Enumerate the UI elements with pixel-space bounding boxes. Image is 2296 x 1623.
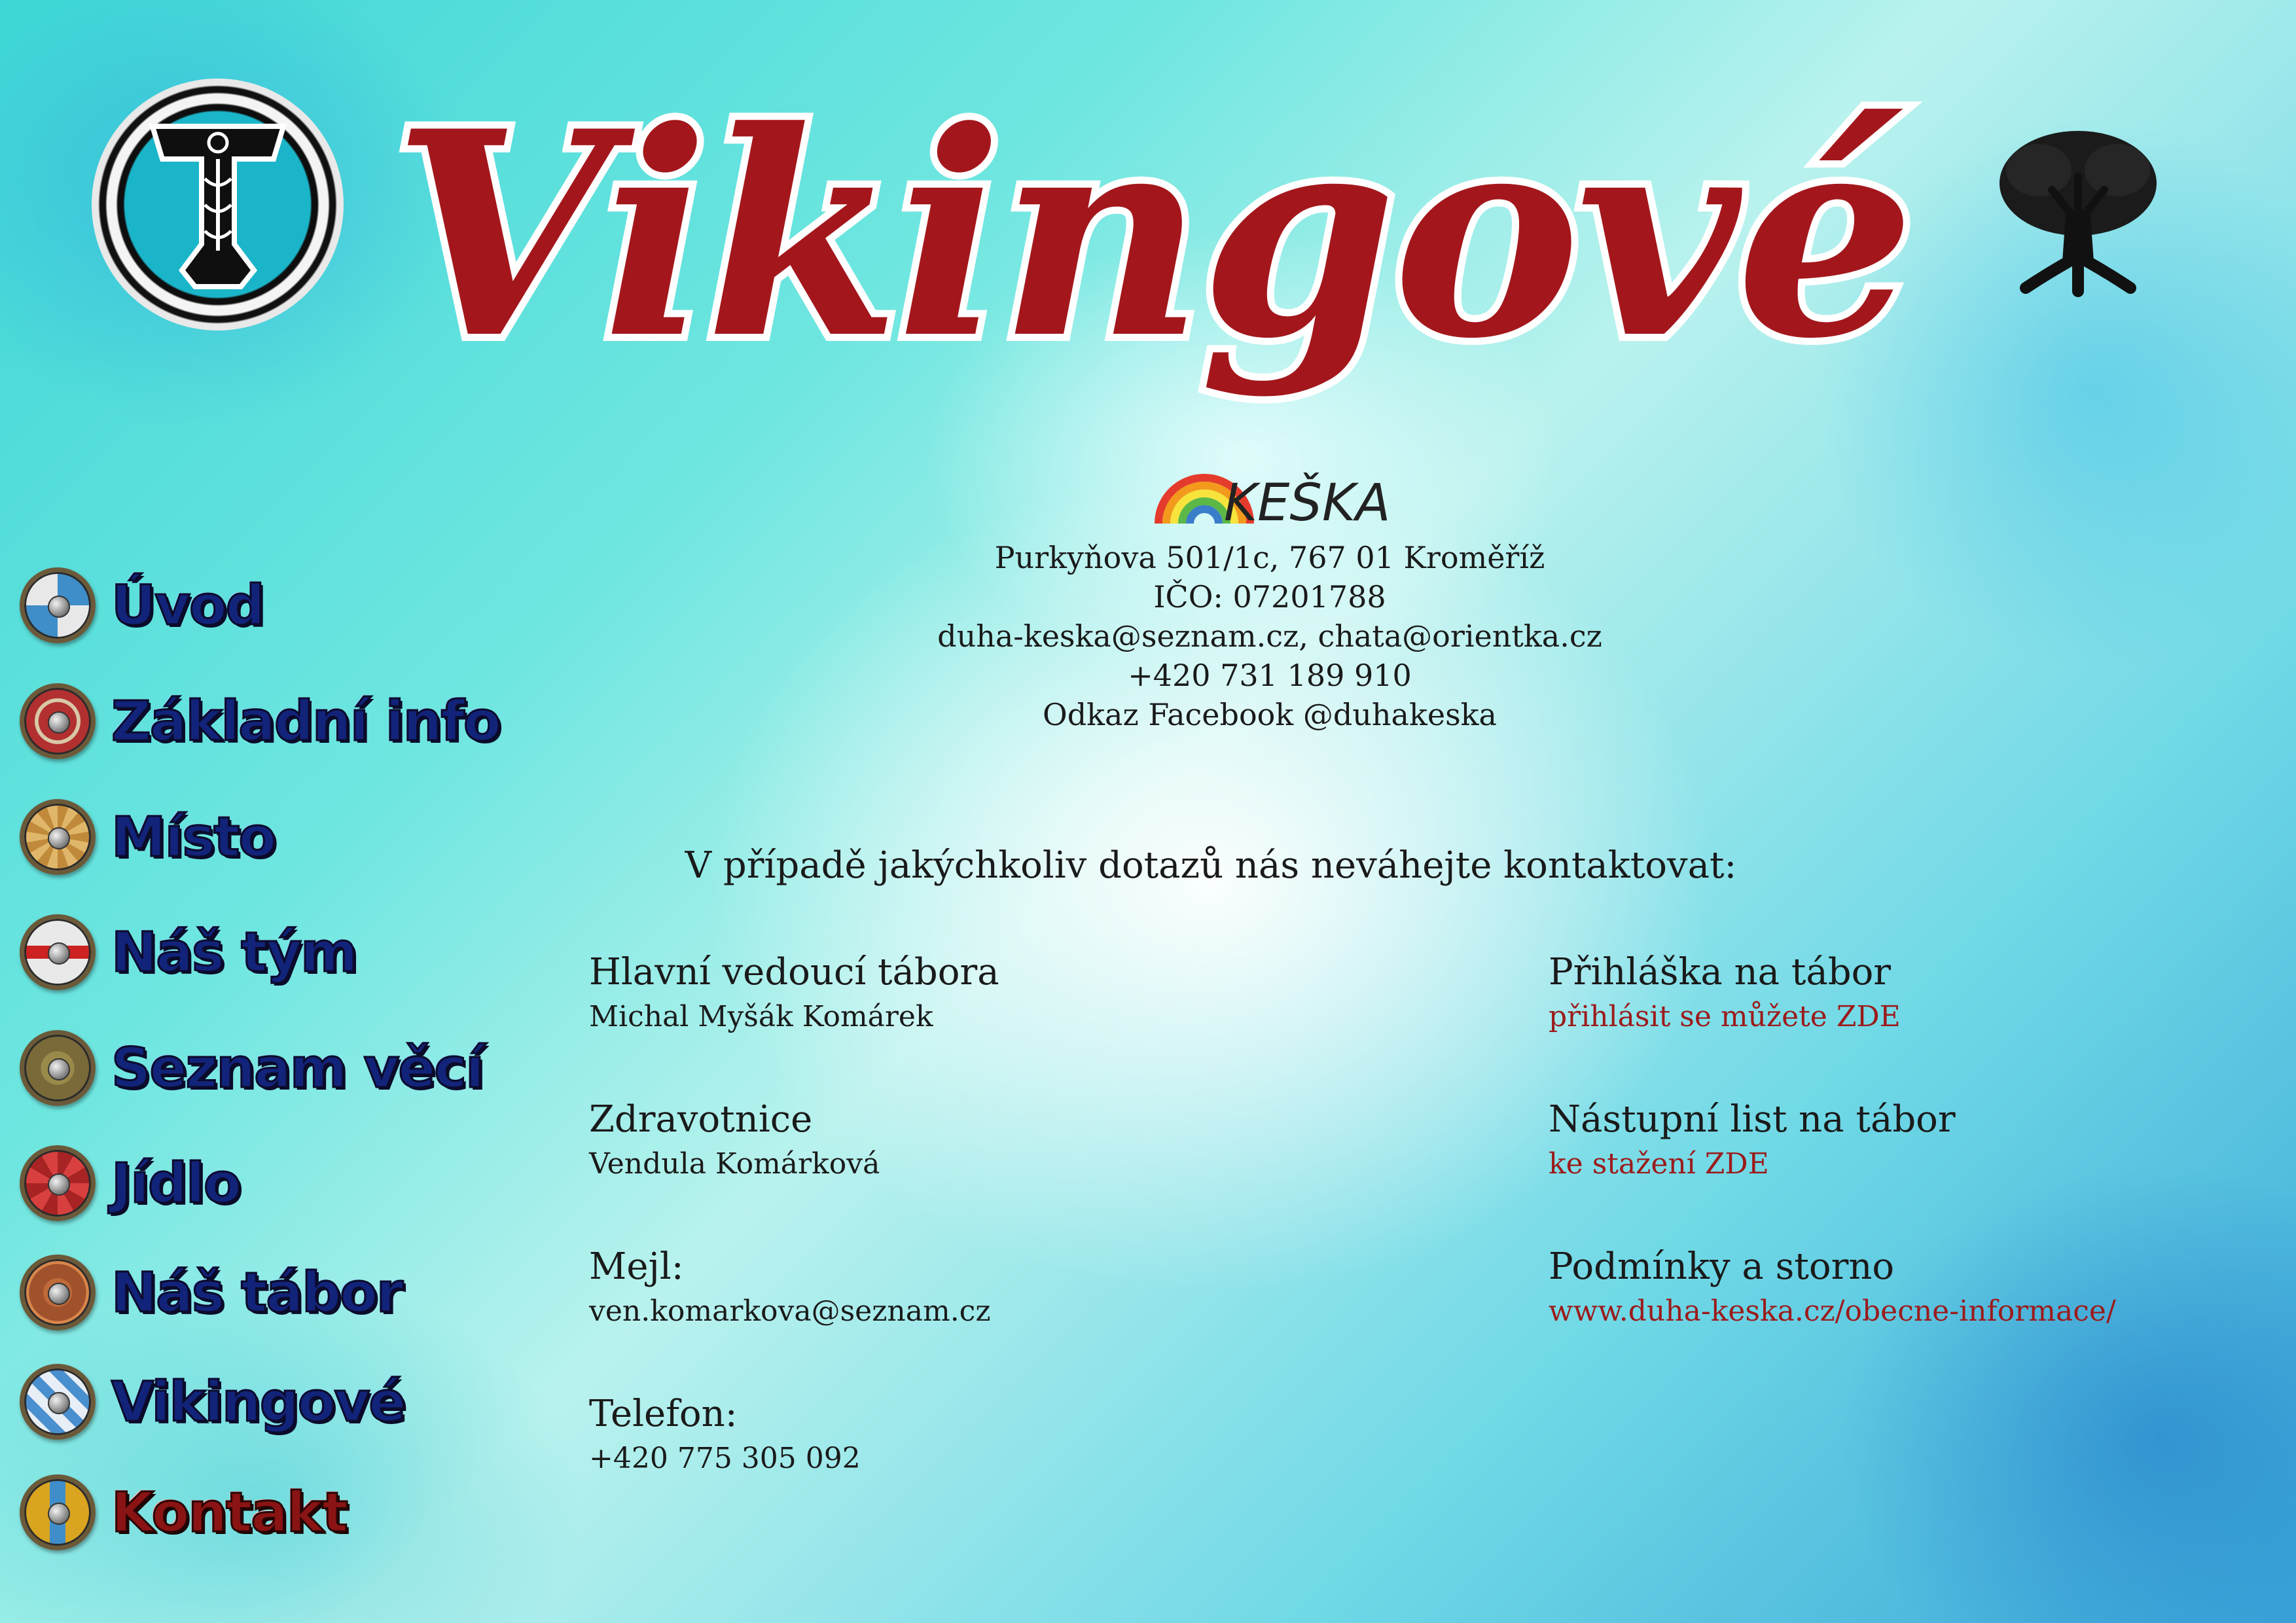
leader-name: Michal Myšák Komárek — [589, 1000, 933, 1033]
site-title-logo — [392, 26, 1912, 478]
main-nav — [20, 563, 500, 1544]
org-address — [772, 538, 1767, 734]
signup-label: Přihláška na tábor — [1549, 951, 1892, 993]
shield-icon — [20, 1255, 96, 1330]
nav-item-seznam-veci[interactable] — [20, 1026, 483, 1111]
nav-item-misto[interactable] — [20, 794, 478, 880]
nav-item-kontakt[interactable] — [20, 1470, 478, 1555]
tree-icon — [1980, 111, 2176, 308]
terms-link[interactable]: www.duha-keska.cz/obecne-informace/ — [1549, 1294, 2116, 1328]
nav-label: Vikingové — [111, 1370, 405, 1434]
leader-block — [589, 949, 1244, 1038]
sheet-label: Nástupní list na tábor — [1549, 1098, 1956, 1141]
sheet-download-link[interactable]: ke stažení ZDE — [1549, 1147, 1769, 1181]
email-value[interactable]: ven.komarkova@seznam.cz — [589, 1294, 991, 1328]
phone-block — [589, 1391, 1244, 1480]
nav-label: Jídlo — [111, 1151, 240, 1215]
nav-label: Náš tábor — [111, 1260, 403, 1325]
sheet-block — [1549, 1096, 2269, 1185]
facebook-link[interactable]: Odkaz Facebook @duhakeska — [1043, 697, 1497, 732]
terms-block — [1549, 1243, 2269, 1332]
nav-label: Kontakt — [111, 1480, 347, 1544]
nav-item-jidlo[interactable] — [20, 1141, 478, 1226]
contact-lead-text: V případě jakýchkoliv dotazů nás neváhejte kontaktovat: — [685, 844, 1737, 887]
medic-name: Vendula Komárková — [589, 1147, 880, 1181]
nav-item-vikingove[interactable] — [20, 1359, 478, 1444]
shield-icon — [20, 1364, 96, 1440]
medic-label: Zdravotnice — [589, 1098, 813, 1141]
email-block — [589, 1243, 1244, 1332]
nav-item-uvod[interactable] — [20, 563, 478, 648]
shield-icon — [20, 1145, 96, 1221]
shield-icon — [20, 799, 96, 875]
hammer-icon — [143, 113, 293, 296]
phone-label: Telefon: — [589, 1393, 738, 1435]
address-emails: duha-keska@seznam.cz, chata@orientka.cz — [937, 618, 1602, 654]
leader-label: Hlavní vedoucí tábora — [589, 951, 999, 993]
nav-label: Náš tým — [111, 920, 357, 984]
nav-item-zakladni-info[interactable] — [20, 679, 500, 764]
org-logo — [1145, 432, 1394, 530]
email-label: Mejl: — [589, 1245, 684, 1288]
shield-icon — [20, 1030, 96, 1106]
rainbow-logo-icon — [1145, 432, 1394, 530]
tree-of-life-emblem-icon — [1947, 79, 2209, 340]
mjolnir-emblem-icon — [92, 79, 344, 330]
nav-item-nas-tabor[interactable] — [20, 1250, 478, 1335]
shield-icon — [20, 914, 96, 990]
shield-icon — [20, 1474, 96, 1550]
address-street: Purkyňova 501/1c, 767 01 Kroměříž — [994, 540, 1545, 575]
org-logo-text: KEŠKA — [1224, 474, 1391, 530]
nav-label: Místo — [111, 805, 276, 869]
medic-block — [589, 1096, 1244, 1185]
nav-label: Základní info — [111, 689, 500, 753]
shield-icon — [20, 567, 96, 643]
address-phone: +420 731 189 910 — [1128, 658, 1412, 693]
nav-label: Úvod — [111, 573, 264, 637]
address-ico: IČO: 07201788 — [1153, 579, 1386, 615]
phone-value: +420 775 305 092 — [589, 1442, 861, 1475]
nav-label: Seznam věcí — [111, 1036, 483, 1100]
shield-icon — [20, 683, 96, 759]
signup-block — [1549, 949, 2269, 1038]
terms-label: Podmínky a storno — [1549, 1245, 1895, 1288]
site-title: Vikingové — [392, 70, 1912, 401]
signup-link[interactable]: přihlásit se můžete ZDE — [1549, 1000, 1901, 1033]
nav-item-nas-tym[interactable] — [20, 910, 478, 995]
